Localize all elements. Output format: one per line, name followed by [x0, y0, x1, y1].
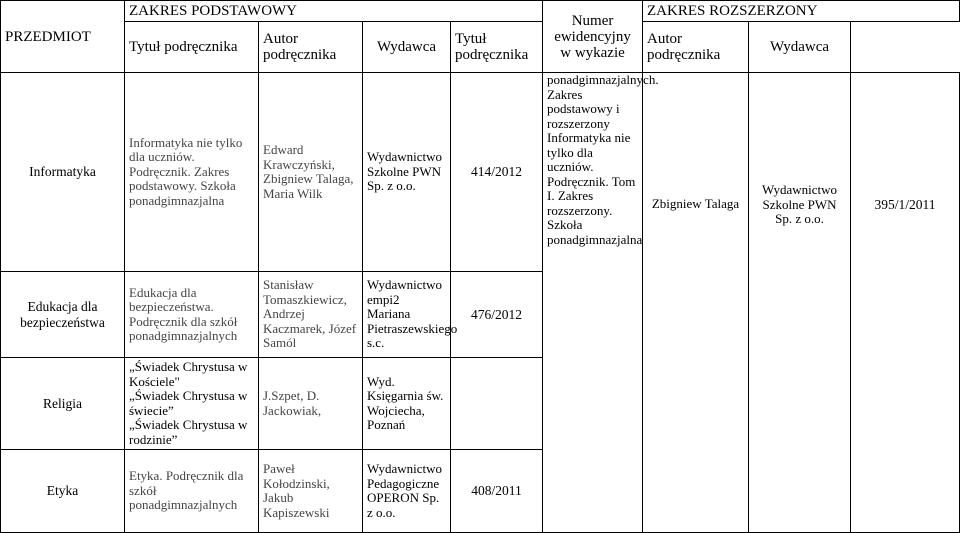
header-reg-number: Numer ewidencyjny w wykazie [543, 1, 643, 73]
header-publisher: Wydawca [363, 22, 451, 73]
title-line: „Świadek Chrystusa w Kościele" [129, 359, 248, 389]
author-cell: J.Szpet, D. Jackowiak, [259, 358, 363, 450]
number-cell: 408/2011 [451, 450, 543, 533]
ext-number-cell: 395/1/2011 [851, 73, 960, 533]
header-subject: PRZEDMIOT [1, 1, 125, 73]
publisher-cell: Wydawnictwo Szkolne PWN Sp. z o.o. [363, 73, 451, 272]
ext-title-cell [543, 72, 659, 533]
publisher-cell: Wydawnictwo empi2 Mariana Pietraszewskiego s.c. [363, 272, 451, 358]
ext-title-main: Informatyka nie tylko dla uczniów. Podręcznik. Tom I. Zakres rozszerzony. Szkoła ponadgimnazjalna [547, 130, 643, 247]
number-cell: 476/2012 [451, 272, 543, 358]
title-cell: Informatyka nie tylko dla uczniów. Podręcznik. Zakres podstawowy. Szkoła ponadgimnazjalna [125, 73, 259, 272]
publisher-cell: Wydawnictwo Pedagogiczne OPERON Sp. z o.o. [363, 450, 451, 533]
subject-cell: Informatyka [1, 73, 125, 272]
title-line: „Świadek Chrystusa w świecie” [129, 388, 248, 418]
header-ext-publisher: Wydawca [749, 22, 851, 73]
ext-author-cell: Zbigniew Talaga [643, 73, 749, 533]
header-author: Autor podręcznika [259, 22, 363, 73]
title-line: „Świadek Chrystusa w rodzinie” [129, 417, 248, 447]
subject-cell: Religia [1, 358, 125, 450]
title-cell [125, 358, 259, 450]
number-cell: 414/2012 [451, 73, 543, 272]
header-ext-title: Tytuł podręcznika [451, 22, 543, 73]
subject-cell: Etyka [1, 450, 125, 533]
subject-cell: Edukacja dla bezpieczeństwa [1, 272, 125, 358]
header-ext-author: Autor podręcznika [643, 22, 749, 73]
title-cell: Edukacja dla bezpieczeństwa. Podręcznik dla szkół ponadgimnazjalnych [125, 272, 259, 358]
number-cell [451, 358, 543, 450]
header-extended-scope: ZAKRES ROZSZERZONY [643, 1, 960, 22]
publisher-cell: Wyd. Księgarnia św. Wojciecha, Poznań [363, 358, 451, 450]
title-cell: Etyka. Podręcznik dla szkół ponadgimnazjalnych [125, 450, 259, 533]
author-cell: Paweł Kołodzinski, Jakub Kapiszewski [259, 450, 363, 533]
header-title: Tytuł podręcznika [125, 22, 259, 73]
ext-title-top: ponadgimnazjalnych. Zakres podstawowy i rozszerzony [547, 72, 659, 131]
author-cell: Stanisław Tomaszkiewicz, Andrzej Kaczmarek, Józef Samól [259, 272, 363, 358]
author-cell: Edward Krawczyński, Zbigniew Talaga, Maria Wilk [259, 73, 363, 272]
header-basic-scope: ZAKRES PODSTAWOWY [125, 1, 543, 22]
ext-publisher-cell: Wydawnictwo Szkolne PWN Sp. z o.o. [749, 73, 851, 533]
